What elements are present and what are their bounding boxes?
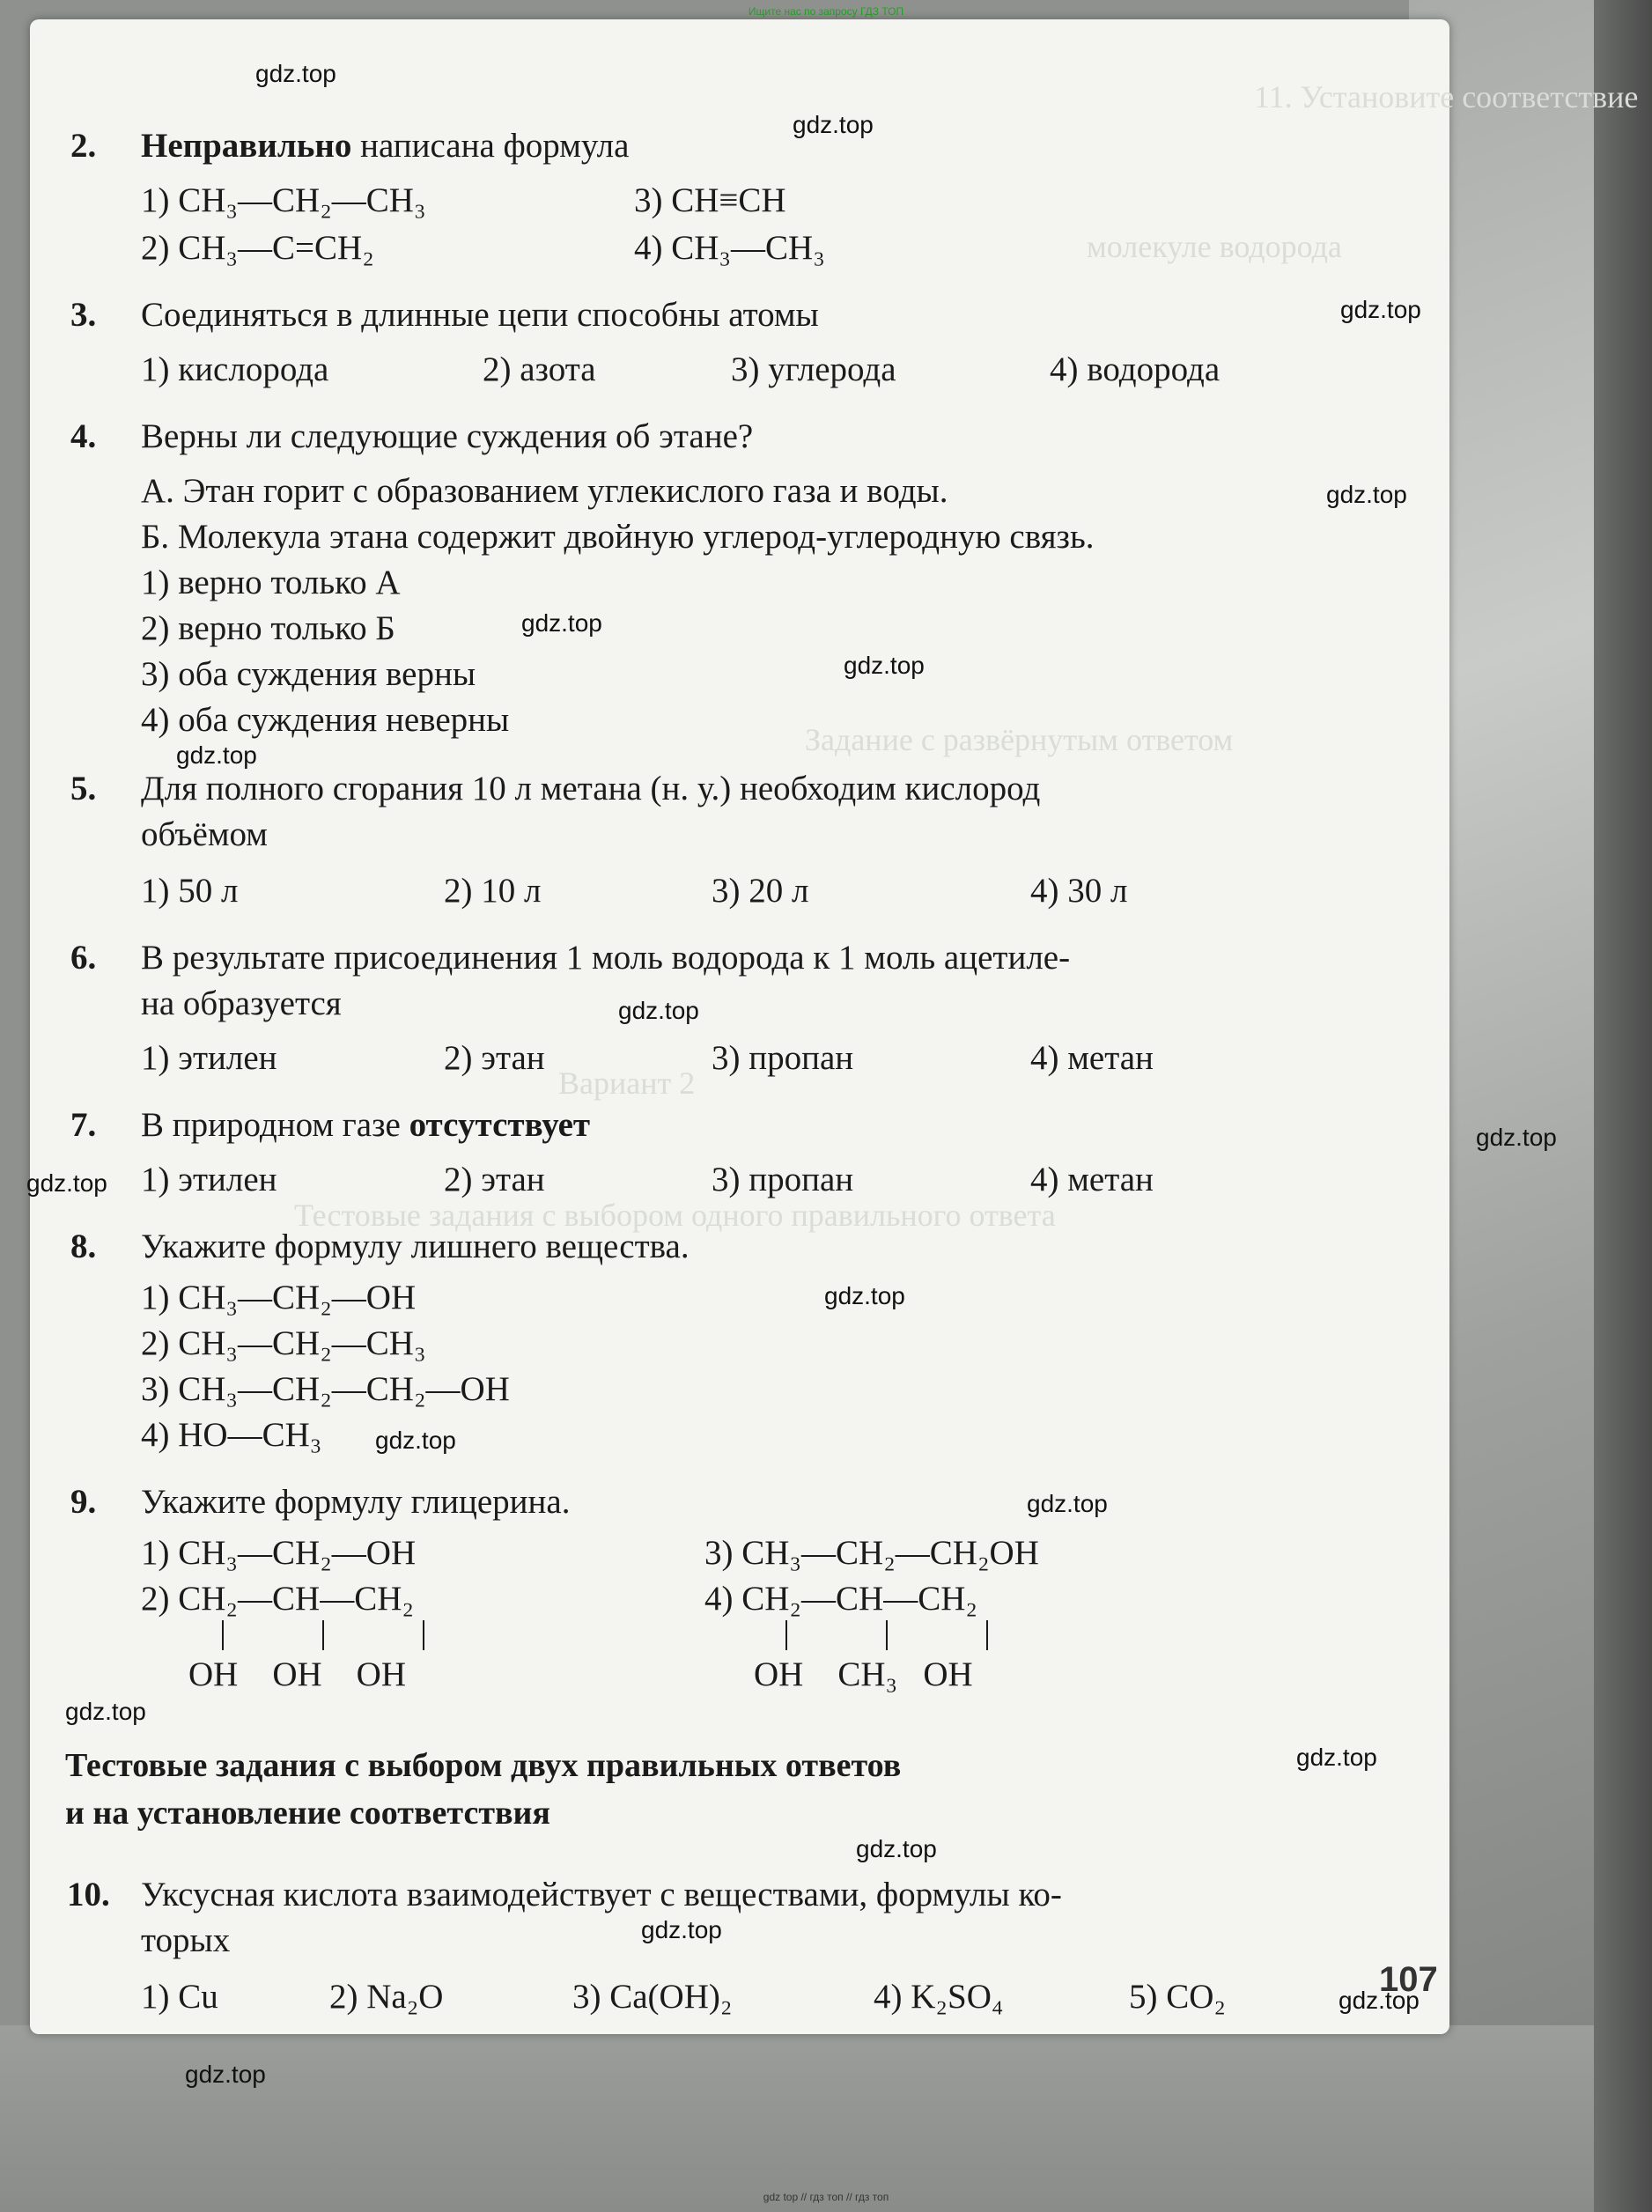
watermark: gdz.top (255, 60, 336, 87)
q9-question: Укажите формулу глицерина. (141, 1483, 571, 1521)
watermark: gdz.top (641, 1916, 722, 1943)
q2-question (141, 129, 629, 163)
watermark: gdz.top (65, 1698, 146, 1725)
q9-option-4: 4) CH₂—CH—CH₂ (704, 1580, 977, 1618)
q9-option-4-substituents: OH CH₃ OH (754, 1655, 973, 1693)
q3-number: 3. (70, 296, 97, 334)
q8-option-2: 2) CH₃—CH₂—CH₃ (141, 1324, 426, 1362)
q4-statement-b: Б. Молекула этана содержит двойную углерод-углеродную связь. (141, 518, 1095, 556)
q8-option-4: 4) HO—CH₃ (141, 1416, 322, 1454)
watermark: gdz.top (1296, 1744, 1377, 1771)
q6-option-1: 1) этилен (141, 1039, 277, 1077)
q6-option-3: 3) пропан (712, 1039, 854, 1077)
q10-option-3: 3) Ca(OH)₂ (572, 1978, 733, 2016)
q6-question-line1: В результате присоединения 1 моль водорода к 1 моль ацетиле- (141, 939, 1071, 977)
q10-option-4: 4) K₂SO₄ (874, 1978, 1004, 2016)
q2-option-4: 4) CH₃—CH₃ (634, 229, 825, 267)
q5-option-1: 1) 50 л (141, 872, 239, 910)
watermark: gdz.top (521, 609, 602, 637)
q6-option-4: 4) метан (1030, 1039, 1154, 1077)
q8-number: 8. (70, 1228, 97, 1265)
q5-number: 5. (70, 770, 97, 807)
watermark: gdz.top (185, 2061, 266, 2088)
bottom-note: gdz top // гдз топ // гдз топ (763, 2191, 889, 2203)
q7-option-2: 2) этан (444, 1161, 545, 1198)
q5-option-4: 4) 30 л (1030, 872, 1128, 910)
watermark: gdz.top (844, 652, 925, 679)
watermark: gdz.top (618, 997, 699, 1024)
q5-option-2: 2) 10 л (444, 872, 542, 910)
q7-option-3: 3) пропан (712, 1161, 854, 1198)
q4-number: 4. (70, 417, 97, 455)
watermark: gdz.top (1340, 296, 1421, 323)
bond-line (986, 1620, 988, 1650)
show-through-text: Тестовые задания с выбором одного правильного ответа (294, 1198, 1056, 1233)
watermark: gdz.top (176, 741, 257, 769)
q3-option-2: 2) азота (483, 350, 596, 388)
q4-option-4: 4) оба суждения неверны (141, 701, 510, 739)
bond-line (785, 1620, 787, 1650)
q9-option-3: 3) CH₃—CH₂—CH₂OH (704, 1534, 1039, 1572)
section-heading-line1: Тестовые задания с выбором двух правильных ответов (65, 1747, 902, 1784)
q7-bold: отсутствует (409, 1106, 591, 1144)
show-through-text: Вариант 2 (558, 1065, 696, 1101)
watermark: gdz.top (793, 111, 874, 138)
q3-option-3: 3) углерода (731, 350, 896, 388)
watermark: gdz.top (1476, 1124, 1557, 1151)
q8-option-3: 3) CH₃—CH₂—CH₂—OH (141, 1370, 510, 1408)
q6-question-line2: на образуется (141, 984, 342, 1022)
q4-option-2: 2) верно только Б (141, 609, 395, 647)
q10-option-5: 5) CO₂ (1129, 1978, 1227, 2016)
q9-option-2: 2) CH₂—CH—CH₂ (141, 1580, 414, 1618)
q2-option-1: 1) CH₃—CH₂—CH₃ (141, 181, 426, 219)
book-spine (1594, 0, 1652, 2212)
q5-question-line1: Для полного сгорания 10 л метана (н. у.) необходим кислород (141, 770, 1041, 807)
bond-line (423, 1620, 424, 1650)
watermark: gdz.top (824, 1282, 905, 1309)
q3-option-1: 1) кислорода (141, 350, 329, 388)
q9-number: 9. (70, 1483, 97, 1521)
q2-option-3: 3) CH≡CH (634, 181, 786, 219)
bond-line (222, 1620, 224, 1650)
q7-text: В природном газе (141, 1106, 401, 1144)
section-heading-line2: и на установление соответствия (65, 1795, 550, 1832)
q5-question-line2: объёмом (141, 815, 268, 853)
q8-question: Укажите формулу лишнего вещества. (141, 1228, 690, 1265)
show-through-text: 11. Установите соответствие (1254, 79, 1639, 114)
watermark: gdz.top (1326, 481, 1407, 508)
watermark: gdz.top (856, 1835, 937, 1862)
q7-number: 7. (70, 1106, 97, 1144)
q2-text: написана формула (360, 127, 630, 165)
top-note: Ищите нас по запросу ГДЗ ТОП (748, 5, 904, 18)
q10-option-2: 2) Na₂O (329, 1978, 444, 2016)
watermark: gdz.top (375, 1427, 456, 1454)
page-number: 107 (1379, 1960, 1438, 1999)
q3-question: Соединяться в длинные цепи способны атомы (141, 296, 819, 334)
q10-number: 10. (67, 1876, 110, 1913)
q4-option-3: 3) оба суждения верны (141, 655, 476, 693)
q2-number: 2. (70, 127, 97, 165)
q7-option-4: 4) метан (1030, 1161, 1154, 1198)
q9-option-1: 1) CH₃—CH₂—OH (141, 1534, 417, 1572)
q10-option-1: 1) Cu (141, 1978, 218, 2016)
watermark: gdz.top (26, 1169, 107, 1197)
q8-option-1: 1) CH₃—CH₂—OH (141, 1279, 417, 1316)
q6-option-2: 2) этан (444, 1039, 545, 1077)
background-table (0, 2025, 1652, 2212)
q4-option-1: 1) верно только А (141, 564, 401, 601)
q3-option-4: 4) водорода (1050, 350, 1221, 388)
q4-statement-a: А. Этан горит с образованием углекислого газа и воды. (141, 472, 948, 510)
bond-line (322, 1620, 324, 1650)
q10-question-line1: Уксусная кислота взаимодействует с веществами, формулы ко- (141, 1876, 1062, 1913)
q2-option-2: 2) CH₃—C=CH₂ (141, 229, 374, 267)
q6-number: 6. (70, 939, 97, 977)
bond-line (886, 1620, 888, 1650)
q5-option-3: 3) 20 л (712, 872, 809, 910)
q9-option-2-substituents: OH OH OH (188, 1655, 406, 1693)
watermark: gdz.top (1339, 1987, 1420, 2014)
q7-option-1: 1) этилен (141, 1161, 277, 1198)
show-through-text: Задание с развёрнутым ответом (805, 722, 1234, 757)
q4-question: Верны ли следующие суждения об этане? (141, 417, 754, 455)
q7-question (141, 1108, 590, 1142)
show-through-text: молекуле водорода (1087, 229, 1342, 264)
q2-bold: Неправильно (141, 127, 352, 165)
watermark: gdz.top (1027, 1490, 1108, 1517)
q10-question-line2: торых (141, 1921, 231, 1959)
